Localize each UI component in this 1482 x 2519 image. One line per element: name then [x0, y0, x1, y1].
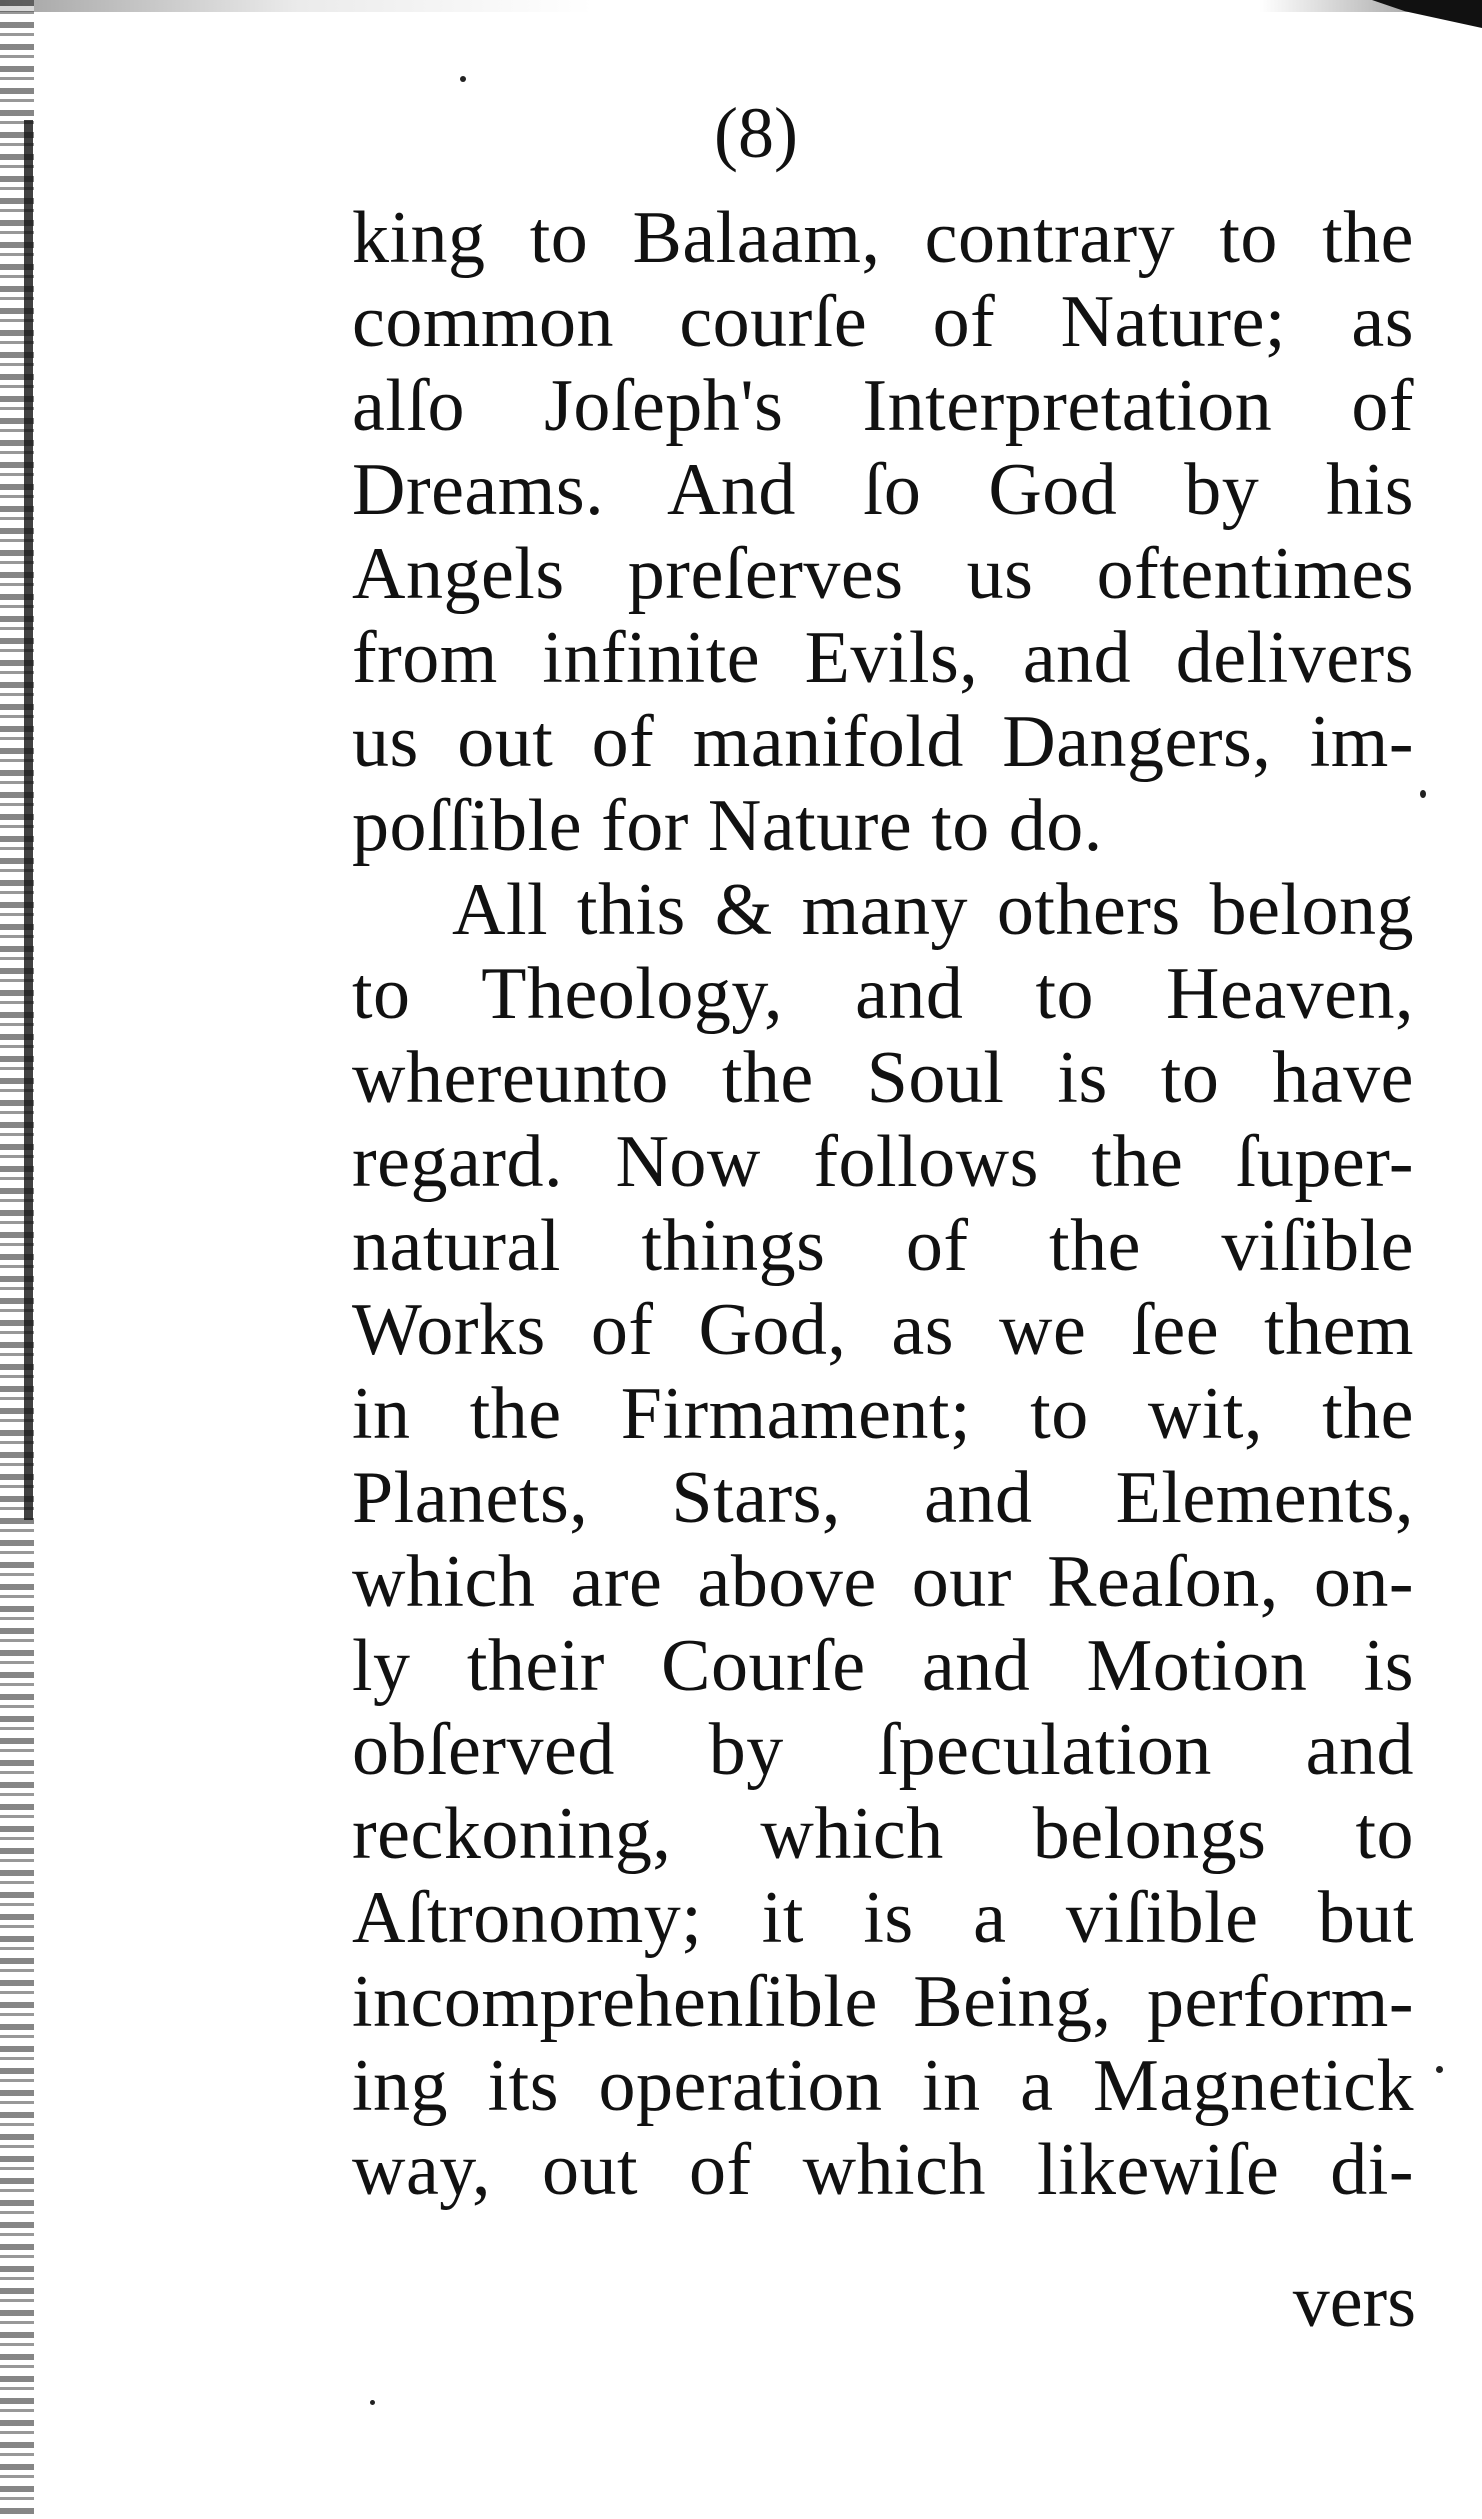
- text-line: regard. Now follows the ſuper-: [352, 1121, 1414, 1203]
- text-line: in the Firmament; to wit, the: [352, 1373, 1414, 1455]
- text-line: Works of God, as we ſee them: [352, 1289, 1414, 1371]
- text-line: ly their Courſe and Motion is: [352, 1625, 1414, 1707]
- text-line: which are above our Reaſon, on-: [352, 1541, 1414, 1623]
- text-line: natural things of the viſible: [352, 1205, 1414, 1287]
- ink-speck: [1436, 2066, 1443, 2073]
- page-number-text: (8): [714, 93, 798, 173]
- page-binding-shadow: [24, 120, 33, 1520]
- text-line: way, out of which likewiſe di-: [352, 2129, 1414, 2211]
- ink-speck: [1420, 790, 1426, 798]
- page-top-edge: [0, 0, 1482, 12]
- text-line: incomprehenſible Being, perform-: [352, 1961, 1414, 2043]
- text-line: Aſtronomy; it is a viſible but: [352, 1877, 1414, 1959]
- text-line: common courſe of Nature; as: [352, 281, 1414, 363]
- page-number: [0, 88, 1482, 178]
- body-text: [352, 196, 1414, 2212]
- text-line: alſo Joſeph's Interpretation of: [352, 365, 1414, 447]
- ink-speck: [370, 2400, 375, 2405]
- text-line: poſſible for Nature to do.: [352, 785, 1103, 867]
- text-line: ing its operation in a Magnetick: [352, 2045, 1414, 2127]
- page-corner-shadow: [1372, 0, 1482, 28]
- text-line: reckoning, which belongs to: [352, 1793, 1414, 1875]
- text-line: us out of manifold Dangers, im-: [352, 701, 1414, 783]
- ink-speck: [460, 76, 466, 82]
- paragraph-start-line: All this & many others belong: [452, 869, 1414, 951]
- text-line: Dreams. And ſo God by his: [352, 449, 1414, 531]
- text-line: obſerved by ſpeculation and: [352, 1709, 1414, 1791]
- text-line: to Theology, and to Heaven,: [352, 953, 1414, 1035]
- text-line: Angels preſerves us oftentimes: [352, 533, 1414, 615]
- catchword: vers: [1292, 2261, 1416, 2343]
- text-line: from infinite Evils, and delivers: [352, 617, 1414, 699]
- text-line: whereunto the Soul is to have: [352, 1037, 1414, 1119]
- text-line: king to Balaam, contrary to the: [352, 197, 1414, 279]
- text-line: Planets, Stars, and Elements,: [352, 1457, 1414, 1539]
